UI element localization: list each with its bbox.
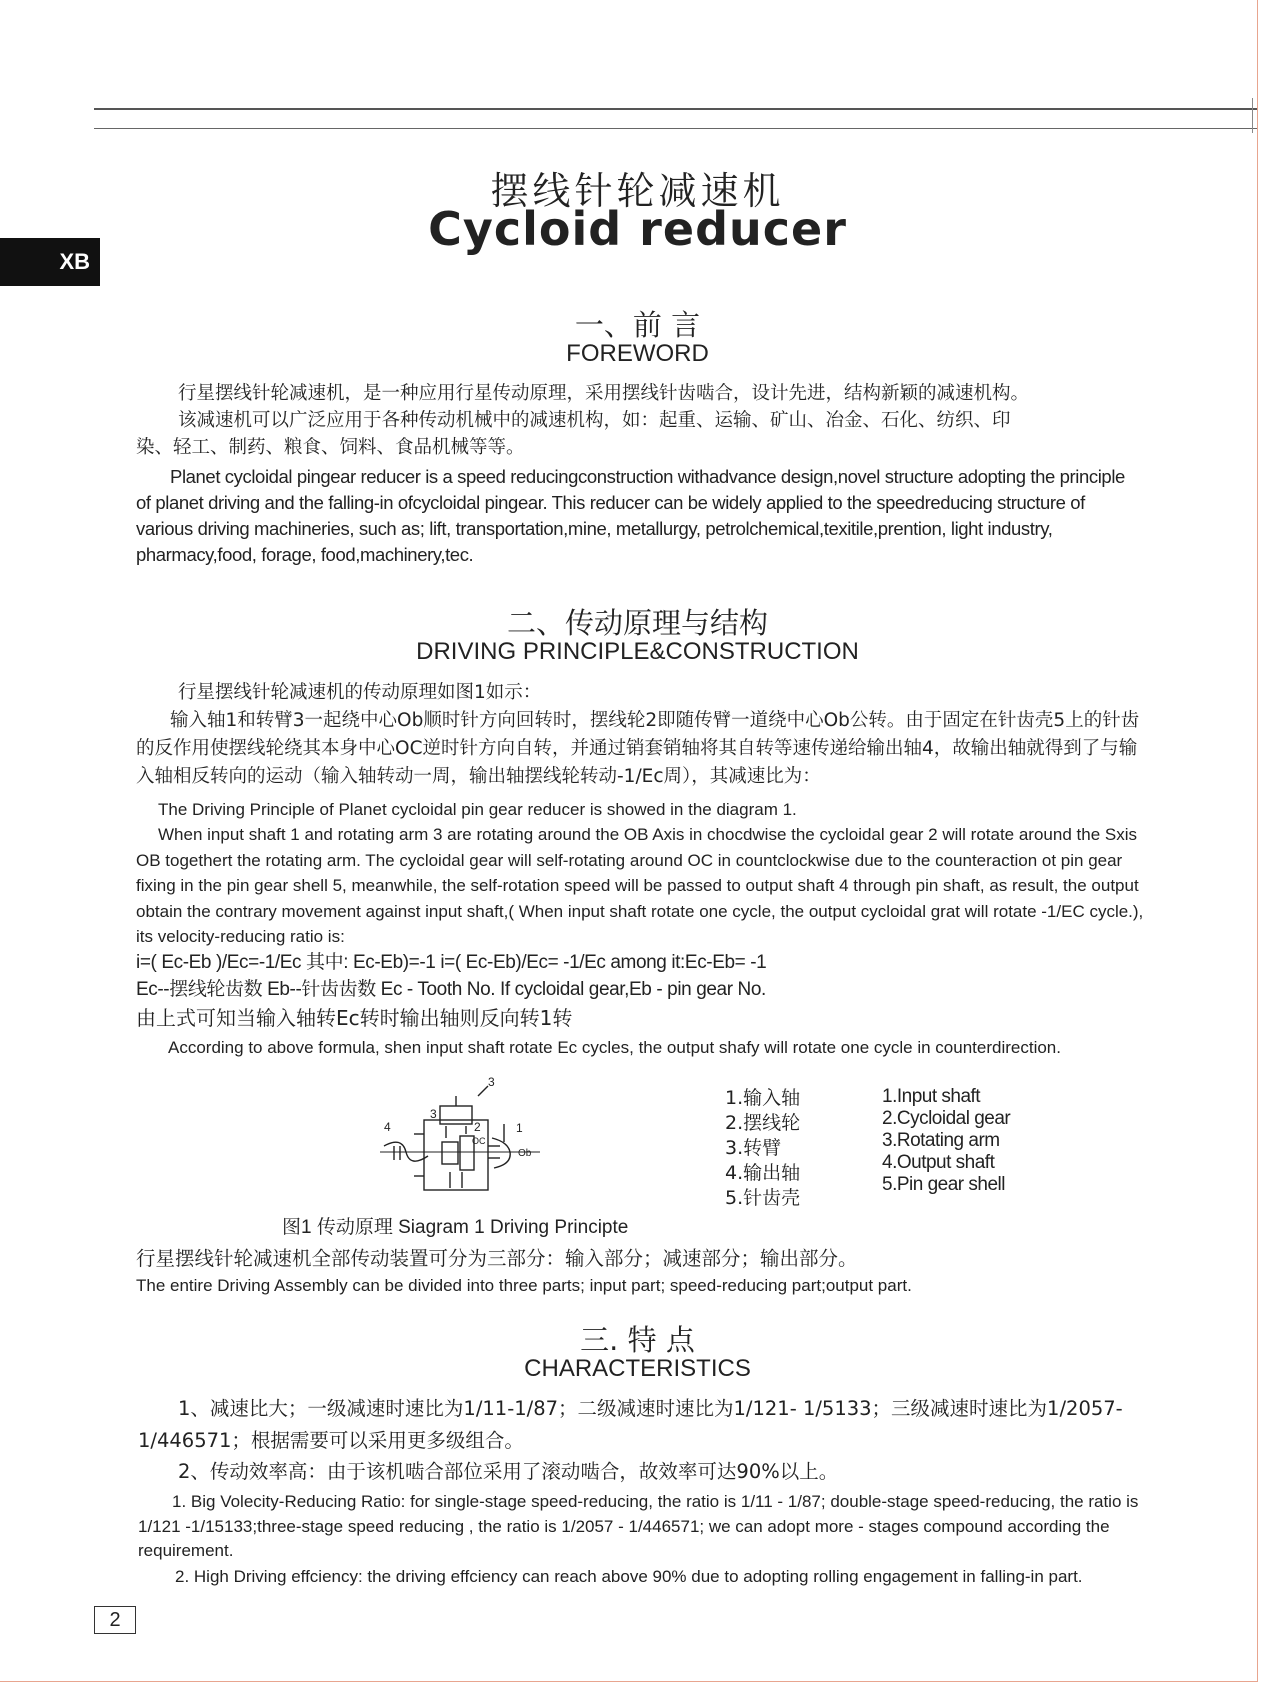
legend-cn-item: 5.针齿壳 [725, 1187, 801, 1209]
characteristic-1-cn-b: 1/446571；根据需要可以采用更多级组合。 [138, 1429, 524, 1452]
crop-mark [1252, 98, 1253, 133]
principle-heading-en: DRIVING PRINCIPLE&CONSTRUCTION [416, 638, 859, 665]
characteristics-heading-cn: 三. 特 点 [580, 1323, 695, 1357]
principle-heading-cn: 二、传动原理与结构 [506, 606, 768, 640]
diagram-label-ob: Ob [518, 1148, 532, 1159]
principle-en-paragraph-2: When input shaft 1 and rotating arm 3 are rotating around the OB Axis in chocdwise the cycloidal gear 2 will rotate around the Sxis OB togethert the rotating arm. The cycloidal gear will self-rotating around OC in countclockwise due to the counteraction ot pin gear fixing in the pin gear shell 5, meanwhile, the self-rotation speed will be passed to output shaft 4 through pin shaft, as result, the output obtain the contrary movement against input shaft,( When input shaft rotate one cycle, the output cycloidal grat will rotate -1/EC cycle.), its velocity-reducing ratio is: [136, 825, 1144, 946]
cycloidal-gear [442, 1142, 458, 1164]
diagram-label-3b: 3 [488, 1076, 495, 1089]
legend-en-item: 3.Rotating arm [882, 1130, 1000, 1151]
section-tab: XB [0, 238, 100, 286]
legend-cn-item: 4.输出轴 [725, 1162, 801, 1184]
input-shaft-arc [492, 1138, 510, 1168]
legend-cn-item: 2.摆线轮 [725, 1112, 801, 1134]
page-title-en: Cycloid reducer [428, 202, 847, 256]
characteristic-1-en: 1. Big Volecity-Reducing Ratio: for single-stage speed-reducing, the ratio is 1/11 - 1/87; double-stage speed-reducing, the ratio is 1/121 -1/15133;three-stage speed reducing , the ratio is 1/2057 - 1/446571; we can adopt more - stages compound according the requirement. [138, 1492, 1139, 1560]
foreword-heading-cn: 一、前 言 [574, 308, 701, 342]
legend-cn-item: 1.输入轴 [725, 1087, 801, 1109]
legend-cn-item: 3.转臂 [725, 1137, 782, 1159]
foreword-cn-paragraph-2b: 染、轻工、制药、粮食、饲料、食品机械等等。 [136, 437, 525, 458]
characteristic-2-cn: 2、传动效率高：由于该机啮合部位采用了滚动啮合，故效率可达90%以上。 [178, 1460, 839, 1483]
diagram-caption: 图1 传动原理 Siagram 1 Driving Principte [282, 1217, 629, 1238]
legend-en [882, 1086, 1010, 1196]
page-title-cn: 摆线针轮减速机 [490, 169, 785, 213]
foreword-heading-en: FOREWORD [566, 340, 709, 367]
page-number: 2 [94, 1606, 136, 1634]
principle-cn-paragraph-1: 行星摆线针轮减速机的传动原理如图1如示： [178, 682, 542, 703]
characteristic-1-cn-a: 1、减速比大；一级减速时速比为1/11-1/87；二级减速时速比为1/121- 1/5133；三级减速时速比为1/2057- [178, 1397, 1123, 1420]
ratio-formula: i=( Ec-Eb )/Ec=-1/Ec 其中: Ec-Eb)=-1 i=( Ec-Eb)/Ec= -1/Ec among it:Ec-Eb= -1 [136, 952, 767, 973]
diagram-label-2: 2 [474, 1120, 481, 1134]
characteristics-heading-en: CHARACTERISTICS [524, 1355, 751, 1382]
diagram-label-oc: OC [472, 1136, 486, 1146]
symbol-definitions: Ec--摆线轮齿数 Eb--针齿齿数 Ec - Tooth No. If cycloidal gear,Eb - pin gear No. [136, 979, 766, 1000]
legend-cn [725, 1086, 800, 1211]
legend-en-item: 5.Pin gear shell [882, 1174, 1005, 1195]
diagram-svg [380, 1076, 540, 1206]
conclusion-en: According to above formula, shen input shaft rotate Ec cycles, the output shafy will rotate one cycle in counterdirection. [168, 1038, 1061, 1057]
foreword-en-paragraph: Planet cycloidal pingear reducer is a speed reducingconstruction withadvance design,novel structure adopting the principle of planet driving and the falling-in ofcycloidal pingear. This reducer can be widely applied to the speedreducing structure of various driving machineries, such as; lift, transportation,mine, metallurgy, petrolchemical,texitile,prention, light industry, pharmacy,food, forage, food,machinery,tec. [136, 466, 1125, 565]
legend-en-item: 1.Input shaft [882, 1086, 981, 1107]
principle-cn-paragraph-2: 输入轴1和转臂3一起绕中心Ob顺时针方向回转时，摆线轮2即随传臂一道绕中心Ob公转。由于固定在针齿壳5上的针齿的反作用使摆线轮绕其本身中心OC逆时针方向自转，并通过销套销轴将其自转等速传递给输出轴4，故输出轴就得到了与输入轴相反转向的运动（输入轴转动一周，输出轴摆线轮转动-1/Ec周），其减速比为： [136, 710, 1140, 787]
diagram-label-3a: 3 [430, 1107, 437, 1121]
rotating-arm [440, 1106, 472, 1124]
legend-en-item: 2.Cycloidal gear [882, 1108, 1011, 1129]
parts-en: The entire Driving Assembly can be divided into three parts; input part; speed-reducing part;output part. [136, 1276, 912, 1295]
diagram-label-4: 4 [384, 1120, 391, 1134]
diagram-label-1: 1 [516, 1121, 523, 1135]
principle-en-paragraph-1: The Driving Principle of Planet cycloidal pin gear reducer is showed in the diagram 1. [158, 800, 797, 819]
foreword-cn-paragraph-1: 行星摆线针轮减速机，是一种应用行星传动原理，采用摆线针齿啮合，设计先进，结构新颖的减速机构。 [178, 383, 1030, 404]
conclusion-cn: 由上式可知当输入轴转Ec转时输出轴则反向转1转 [136, 1006, 573, 1030]
driving-principle-diagram [380, 1076, 540, 1206]
header-rule-top [94, 108, 1257, 110]
parts-cn: 行星摆线针轮减速机全部传动装置可分为三部分：输入部分；减速部分；输出部分。 [136, 1247, 858, 1270]
foreword-cn-paragraph-2a: 该减速机可以广泛应用于各种传动机械中的减速机构，如：起重、运输、矿山、冶金、石化、纺织、印 [178, 410, 1011, 431]
legend-en-item: 4.Output shaft [882, 1152, 995, 1173]
header-rule-bottom [94, 128, 1257, 129]
characteristic-2-en: 2. High Driving effciency: the driving effciency can reach above 90% due to adopting rolling engagement in falling-in part. [175, 1567, 1083, 1586]
